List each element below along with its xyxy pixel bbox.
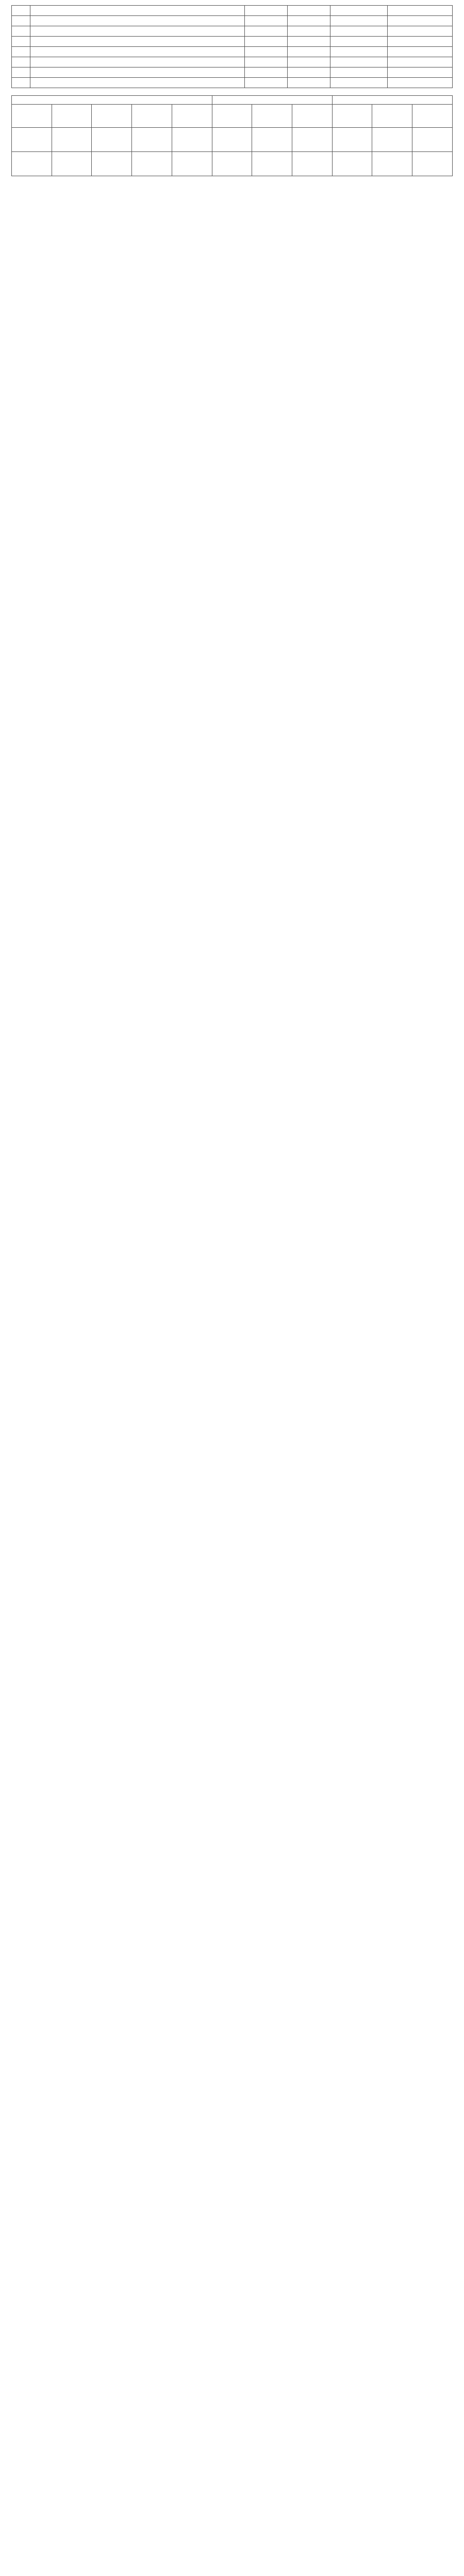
column-header (172, 105, 212, 128)
admission-table (11, 5, 453, 88)
row-number (12, 57, 30, 67)
table-cell (412, 152, 453, 176)
school-type (245, 78, 288, 88)
school-name (30, 6, 245, 16)
table-cell (132, 152, 172, 176)
group-header (212, 96, 332, 105)
school-name (30, 78, 245, 88)
school-name (30, 47, 245, 57)
table-cell (132, 128, 172, 152)
row-number (12, 78, 30, 88)
document (0, 0, 464, 187)
table-cell (212, 128, 252, 152)
score (387, 57, 452, 67)
section-two-table-body (12, 128, 453, 176)
column-header (292, 105, 333, 128)
table-cell (412, 128, 453, 152)
row-number (12, 37, 30, 47)
enrolment-scope (288, 37, 330, 47)
school-type (245, 47, 288, 57)
column-header (92, 105, 132, 128)
remark (330, 47, 388, 57)
header-spacer (12, 96, 212, 105)
table-cell (332, 128, 372, 152)
section-two-table-head (12, 96, 453, 128)
column-header (212, 105, 252, 128)
table-row (12, 78, 453, 88)
score (387, 6, 452, 16)
column-header (252, 105, 292, 128)
school-type (245, 16, 288, 26)
school-name (30, 26, 245, 37)
column-header (412, 105, 453, 128)
school-type (245, 6, 288, 16)
row-number (12, 26, 30, 37)
table-row (12, 152, 453, 176)
school-name (30, 57, 245, 67)
remark (330, 6, 388, 16)
school-type (245, 67, 288, 78)
table-cell (212, 152, 252, 176)
table-row (12, 47, 453, 57)
enrolment-scope (288, 57, 330, 67)
table-cell (252, 152, 292, 176)
header-row (12, 96, 453, 105)
table-row (12, 128, 453, 152)
table-cell (292, 128, 333, 152)
school-name (30, 37, 245, 47)
table-row (12, 16, 453, 26)
group-header (332, 96, 452, 105)
remark (330, 67, 388, 78)
table-cell (92, 128, 132, 152)
score (387, 16, 452, 26)
table-row (12, 6, 453, 16)
row-number (12, 47, 30, 57)
admission-table-body (12, 6, 453, 88)
column-header (132, 105, 172, 128)
school-name (30, 16, 245, 26)
column-header (52, 105, 92, 128)
school-type (245, 26, 288, 37)
table-row (12, 57, 453, 67)
score (387, 26, 452, 37)
table-cell (372, 128, 412, 152)
table-row (12, 37, 453, 47)
score (387, 67, 452, 78)
score (387, 37, 452, 47)
remark (330, 57, 388, 67)
column-header (12, 105, 52, 128)
table-row (12, 26, 453, 37)
table-cell (172, 152, 212, 176)
row-number (12, 6, 30, 16)
column-header (372, 105, 412, 128)
remark (330, 16, 388, 26)
school-type (245, 57, 288, 67)
enrolment-scope (288, 6, 330, 16)
table-cell (92, 152, 132, 176)
row-number (12, 16, 30, 26)
remark (330, 78, 388, 88)
school-type (245, 37, 288, 47)
enrolment-scope (288, 26, 330, 37)
enrolment-scope (288, 67, 330, 78)
enrolment-scope (288, 16, 330, 26)
school-name (30, 67, 245, 78)
table-cell (12, 152, 52, 176)
table-cell (52, 128, 92, 152)
table-cell (292, 152, 333, 176)
column-header (332, 105, 372, 128)
enrolment-scope (288, 78, 330, 88)
table-cell (252, 128, 292, 152)
table-cell (12, 128, 52, 152)
table-row (12, 67, 453, 78)
score (387, 47, 452, 57)
score (387, 78, 452, 88)
table-cell (332, 152, 372, 176)
section-two-table (11, 95, 453, 176)
remark (330, 37, 388, 47)
row-number (12, 67, 30, 78)
table-cell (172, 128, 212, 152)
table-cell (52, 152, 92, 176)
enrolment-scope (288, 47, 330, 57)
table-cell (372, 152, 412, 176)
header-row (12, 105, 453, 128)
remark (330, 26, 388, 37)
